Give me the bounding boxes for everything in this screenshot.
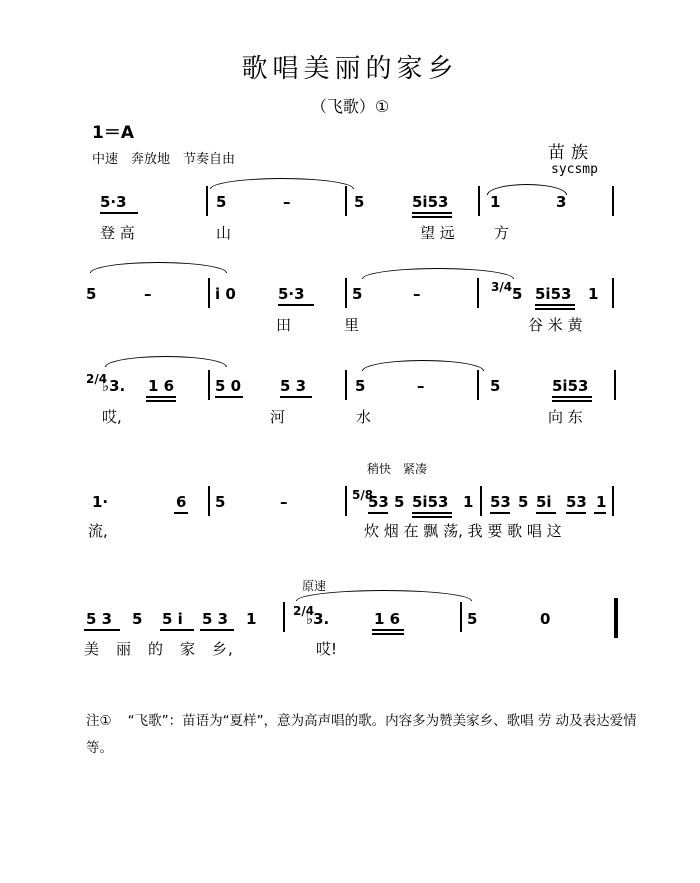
final-barline bbox=[614, 598, 618, 638]
barline bbox=[480, 486, 482, 516]
beam bbox=[566, 512, 586, 514]
beam bbox=[372, 633, 404, 635]
note: 53 bbox=[566, 493, 587, 511]
beam bbox=[594, 512, 606, 514]
barline bbox=[345, 278, 347, 308]
note: 5 3 bbox=[86, 610, 113, 628]
dash: – bbox=[144, 285, 152, 303]
beam bbox=[215, 396, 243, 398]
barline bbox=[206, 186, 208, 216]
note: 1 bbox=[596, 493, 607, 511]
note: 5 bbox=[490, 377, 501, 395]
beam bbox=[490, 512, 510, 514]
beam bbox=[146, 396, 176, 398]
barline bbox=[208, 370, 210, 400]
lyric: 哎, bbox=[102, 408, 122, 426]
note: 1 bbox=[490, 193, 501, 211]
slur bbox=[90, 262, 227, 273]
lyric: 炊 烟 在 飘 荡, 我 要 歌 唱 这 bbox=[364, 522, 562, 540]
footnote-label: 注① bbox=[86, 713, 112, 729]
slur bbox=[362, 268, 514, 279]
note: 53 bbox=[490, 493, 511, 511]
beam bbox=[146, 400, 176, 402]
note: 5 bbox=[355, 377, 366, 395]
barline bbox=[283, 602, 285, 632]
time-signature: 5/8 bbox=[352, 488, 374, 502]
beam bbox=[412, 212, 452, 214]
lyric: 里 bbox=[344, 316, 360, 334]
note: ♭3. bbox=[102, 377, 126, 395]
note: 5 3 bbox=[202, 610, 229, 628]
note: 5 bbox=[352, 285, 363, 303]
dash: – bbox=[283, 193, 291, 211]
beam bbox=[372, 629, 404, 631]
barline bbox=[614, 370, 616, 400]
beam bbox=[536, 512, 556, 514]
beam bbox=[535, 308, 575, 310]
note: 53 bbox=[368, 493, 389, 511]
lyric: 美 丽 的 家 乡, bbox=[84, 640, 234, 658]
note: 1 6 bbox=[374, 610, 401, 628]
beam bbox=[100, 212, 138, 214]
note: 1· bbox=[92, 493, 109, 511]
note: 5 bbox=[215, 493, 226, 511]
note: 5 bbox=[216, 193, 227, 211]
barline bbox=[345, 370, 347, 400]
lyric: 山 bbox=[216, 224, 232, 242]
tempo-change: 原速 bbox=[302, 579, 327, 593]
beam bbox=[412, 216, 452, 218]
note: 5 bbox=[354, 193, 365, 211]
note: 5 bbox=[132, 610, 143, 628]
time-signature: 3/4 bbox=[491, 280, 513, 294]
note: 5 bbox=[394, 493, 405, 511]
note: 1 bbox=[588, 285, 599, 303]
beam bbox=[552, 400, 592, 402]
note: 5 bbox=[467, 610, 478, 628]
lyric: 河 bbox=[270, 408, 286, 426]
beam bbox=[280, 396, 312, 398]
note: 5 bbox=[518, 493, 529, 511]
barline bbox=[460, 602, 462, 632]
note: 6 bbox=[176, 493, 187, 511]
note: 1 bbox=[463, 493, 474, 511]
barline bbox=[478, 186, 480, 216]
barline bbox=[208, 486, 210, 516]
song-subtitle: （飞歌）① bbox=[310, 97, 390, 116]
time-signature: 2/4 bbox=[293, 604, 315, 618]
barline bbox=[477, 278, 479, 308]
lyric: 方 bbox=[494, 224, 510, 242]
ethnicity-label: 苗族 bbox=[548, 143, 594, 163]
note: 5 i bbox=[162, 610, 183, 628]
note: 5 bbox=[512, 285, 523, 303]
song-title: 歌唱美丽的家乡 bbox=[241, 54, 459, 84]
credit-label: sycsmp bbox=[551, 162, 598, 177]
note: 1 6 bbox=[148, 377, 175, 395]
note: 3 bbox=[556, 193, 567, 211]
lyric: 向 东 bbox=[548, 408, 583, 426]
key-signature: 1＝A bbox=[92, 123, 134, 143]
barline bbox=[345, 486, 347, 516]
note: 5i53 bbox=[552, 377, 589, 395]
note: 5·3 bbox=[278, 285, 305, 303]
slur bbox=[210, 178, 354, 189]
rest: 0 bbox=[540, 610, 551, 628]
barline bbox=[345, 186, 347, 216]
beam bbox=[368, 512, 388, 514]
dash: – bbox=[280, 493, 288, 511]
lyric: 登 高 bbox=[100, 224, 135, 242]
note: 5·3 bbox=[100, 193, 127, 211]
note: ♭3. bbox=[306, 610, 330, 628]
barline bbox=[612, 486, 614, 516]
note: 5 bbox=[86, 285, 97, 303]
tempo-marking: 中速 奔放地 节奏自由 bbox=[92, 152, 236, 167]
note: 5 0 bbox=[215, 377, 242, 395]
beam bbox=[160, 629, 194, 631]
barline bbox=[477, 370, 479, 400]
note: 5i bbox=[536, 493, 552, 511]
beam bbox=[535, 304, 575, 306]
beam bbox=[278, 304, 314, 306]
lyric: 田 bbox=[276, 316, 292, 334]
note: 5i53 bbox=[412, 193, 449, 211]
lyric: 流, bbox=[88, 522, 108, 540]
note: i 0 bbox=[215, 285, 236, 303]
beam bbox=[174, 512, 188, 514]
lyric: 哎! bbox=[316, 640, 338, 658]
tempo-change: 稍快 紧凑 bbox=[367, 462, 428, 476]
note: 1 bbox=[246, 610, 257, 628]
footnote-text: “飞歌”：苗语为“夏样”，意为高声唱的歌。内容多为赞美家乡、歌唱 劳 动及表达爱情等。 bbox=[86, 713, 637, 756]
note: 5i53 bbox=[535, 285, 572, 303]
barline bbox=[612, 278, 614, 308]
beam bbox=[200, 629, 234, 631]
note: 5 3 bbox=[280, 377, 307, 395]
lyric: 望 远 bbox=[420, 224, 455, 242]
beam bbox=[84, 629, 120, 631]
dash: – bbox=[413, 285, 421, 303]
lyric: 谷 米 黄 bbox=[528, 316, 583, 334]
beam bbox=[412, 516, 452, 518]
lyric: 水 bbox=[356, 408, 372, 426]
dash: – bbox=[417, 377, 425, 395]
slur bbox=[362, 360, 484, 371]
footnote bbox=[86, 708, 646, 762]
slur bbox=[105, 356, 227, 367]
barline bbox=[612, 186, 614, 216]
beam bbox=[552, 396, 592, 398]
barline bbox=[208, 278, 210, 308]
time-signature: 2/4 bbox=[86, 372, 108, 386]
note: 5i53 bbox=[412, 493, 449, 511]
beam bbox=[412, 512, 452, 514]
